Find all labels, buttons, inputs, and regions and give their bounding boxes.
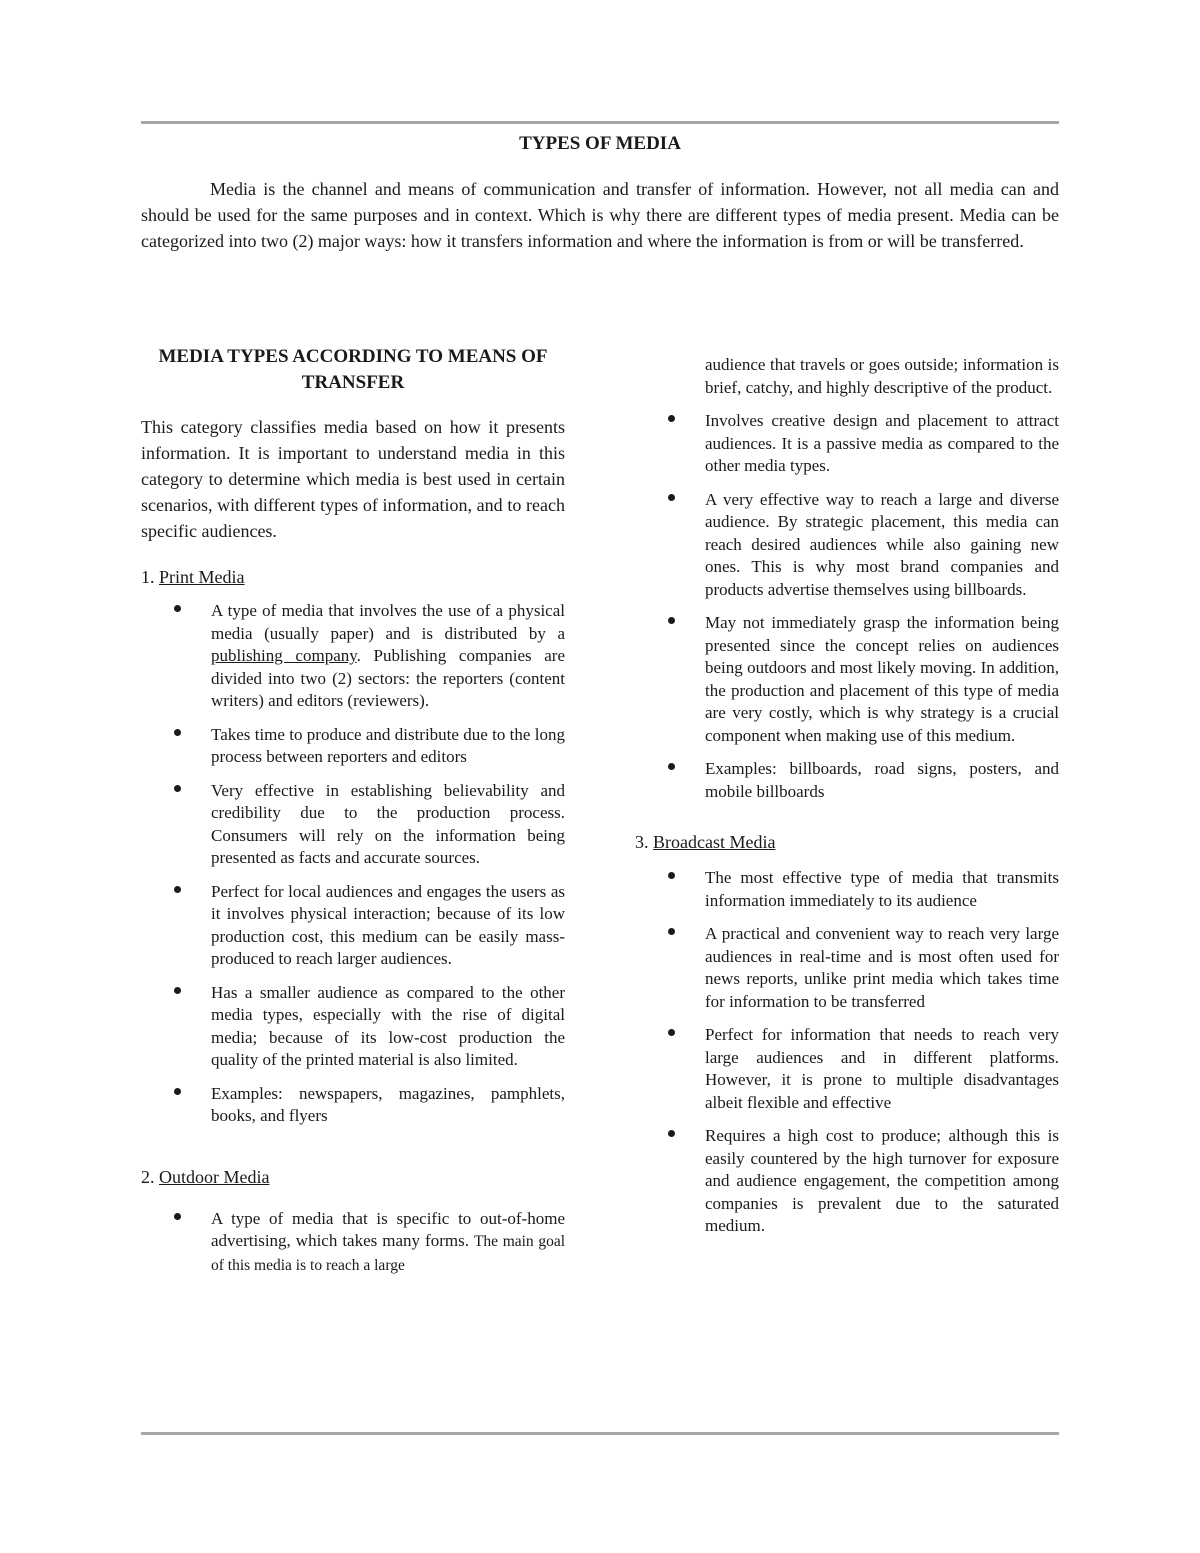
list-item [635, 758, 1059, 803]
top-divider [141, 121, 1059, 124]
broadcast-media-number: 3. [635, 832, 649, 852]
list-item [141, 780, 565, 870]
broadcast-media-list [635, 867, 1059, 1238]
list-item [635, 612, 1059, 747]
list-item [141, 982, 565, 1072]
bullet-icon [668, 617, 675, 624]
list-item [635, 1024, 1059, 1114]
list-item-text: Takes time to produce and distribute due to the long process between reporters and editors [211, 724, 565, 766]
bullet-icon [668, 928, 675, 935]
list-item-text: Examples: newspapers, magazines, pamphlets, books, and flyers [211, 1083, 565, 1125]
list-item-text: Examples: billboards, road signs, posters, and mobile billboards [705, 759, 1059, 801]
section-paragraph: This category classifies media based on how it presents information. It is important to understand media in this category to determine which media is best used in certain scenarios, with different types of information, and to reach specific audiences. [141, 417, 565, 541]
list-item-text: The most effective type of media that transmits information immediately to its audience [705, 868, 1059, 910]
broadcast-media-heading [635, 829, 1059, 855]
bullet-icon [174, 1088, 181, 1095]
bullet-icon [174, 605, 181, 612]
bullet-icon [668, 494, 675, 501]
outdoor-continuation: audience that travels or goes outside; information is brief, catchy, and highly descriptive of the product. [705, 355, 1059, 397]
list-item-text: Involves creative design and placement to attract audiences. It is a passive media as compared to the other media types. [705, 411, 1059, 475]
list-item [141, 1083, 565, 1128]
list-item-text: Requires a high cost to produce; although this is easily countered by the high turnover for exposure and audience engagement, the competition among companies is prevalent due to the saturated medium. [705, 1126, 1059, 1235]
outdoor-media-number: 2. [141, 1166, 155, 1187]
list-item-text: A very effective way to reach a large and diverse audience. By strategic placement, this media can reach desired audiences while also gaining new ones. This is why most brand companies and products advertise themselves using billboards. [705, 489, 1059, 599]
bullet-icon [668, 1029, 675, 1036]
print-media-list [141, 600, 565, 1128]
bottom-divider [141, 1432, 1059, 1435]
bullet-icon [174, 785, 181, 792]
section-heading: MEDIA TYPES ACCORDING TO MEANS OF TRANSFER [158, 346, 548, 393]
broadcast-media-label: Broadcast Media [653, 832, 776, 852]
list-item-text: May not immediately grasp the information being presented since the concept relies on audiences being outdoors and most likely moving. In addition, the production and placement of this type of media are very costly, which is why strategy is a crucial component when making use of this medium. [705, 613, 1059, 745]
list-item [635, 489, 1059, 602]
list-item [141, 881, 565, 971]
list-item [635, 867, 1059, 912]
list-item [635, 1125, 1059, 1238]
print-media-heading [141, 564, 565, 590]
bullet-icon [668, 1130, 675, 1137]
list-item [141, 1208, 565, 1278]
list-item-text: The main goal of this media is to reach a large [211, 1233, 565, 1274]
bullet-icon [668, 763, 675, 770]
list-item [141, 600, 565, 713]
list-item-text: A type of media that is specific to out-of-home advertising, which takes many forms. [211, 1208, 565, 1250]
list-item-text: Perfect for information that needs to reach very large audiences and in different platforms. However, it is prone to multiple disadvantages albeit flexible and effective [705, 1025, 1059, 1112]
outdoor-media-list-continued [635, 410, 1059, 803]
list-item [635, 923, 1059, 1013]
outdoor-media-heading [141, 1164, 565, 1190]
list-item-text: A practical and convenient way to reach very large audiences in real-time and is most often used for news reports, unlike print media which takes time for information to be transferred [705, 924, 1059, 1011]
print-media-number: 1. [141, 567, 155, 587]
page-title: TYPES OF MEDIA [519, 133, 681, 154]
list-item-text: Perfect for local audiences and engages the users as it involves physical interaction; because of its low production cost, this medium can be easily mass-produced to reach larger audiences. [211, 881, 565, 968]
outdoor-media-list [141, 1208, 565, 1278]
bullet-icon [174, 987, 181, 994]
outdoor-media-label: Outdoor Media [159, 1166, 270, 1187]
bullet-icon [174, 886, 181, 893]
bullet-icon [174, 1213, 181, 1220]
list-item-text: Very effective in establishing believability and credibility due to the production process. Consumers will rely on the information being presented as facts and accurate sources. [211, 780, 565, 867]
list-item-text: . Publishing companies are divided into two (2) sectors: the reporters (content writers) and editors (reviewers). [211, 646, 565, 710]
left-column [141, 344, 565, 1288]
list-item [635, 410, 1059, 478]
list-item-text: A type of media that involves the use of a physical media (usually paper) and is distributed by a [211, 601, 565, 643]
bullet-icon [174, 729, 181, 736]
bullet-icon [668, 872, 675, 879]
print-media-label: Print Media [159, 567, 245, 587]
intro-paragraph: Media is the channel and means of communication and transfer of information. However, not all media can and should be used for the same purposes and in context. Which is why there are different types of media present. Media can be categorized into two (2) major ways: how it transfers information and where the information is from or will be transferred. [141, 179, 1059, 251]
list-item-text: Has a smaller audience as compared to the other media types, especially with the rise of digital media; because of its low-cost production the quality of the printed material is also limited. [211, 982, 565, 1069]
list-item [141, 724, 565, 769]
publishing-company-link[interactable]: publishing company [211, 646, 357, 665]
right-column [635, 354, 1059, 1249]
bullet-icon [668, 415, 675, 422]
